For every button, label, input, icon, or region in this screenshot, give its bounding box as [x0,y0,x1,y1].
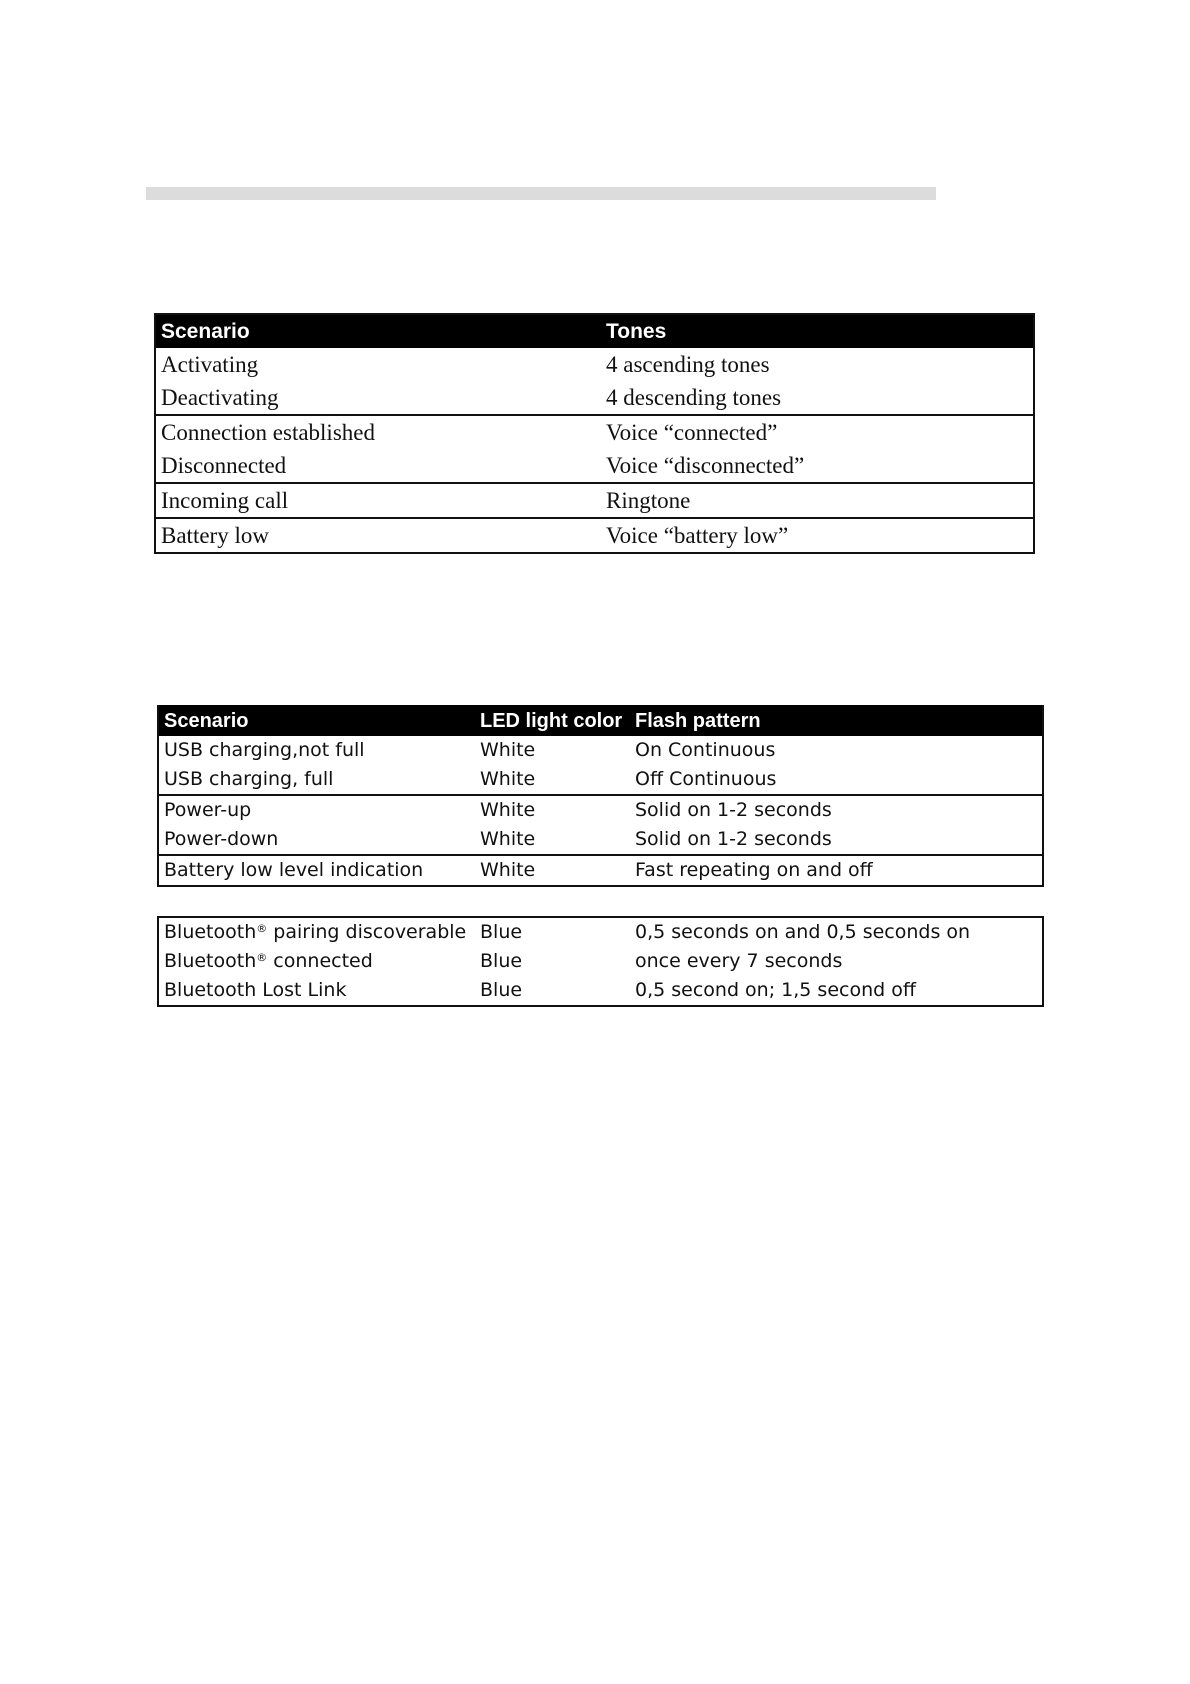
led-pattern-cell: once every 7 seconds [630,947,1043,976]
led-pattern-cell: Solid on 1-2 seconds [630,825,1043,855]
led-color-cell: Blue [475,976,630,1006]
tones-tone-cell: 4 ascending tones [606,352,770,377]
led-scenario-cell: USB charging, full [158,765,475,795]
led-scenario-cell: Battery low level indication [158,855,475,886]
led-pattern-cell: Fast repeating on and off [630,855,1043,886]
table-row [158,765,1043,795]
led-scenario-cell: Power-up [158,795,475,825]
led-color-cell: White [475,825,630,855]
table-row [158,947,1043,976]
spacer-cell [158,886,1043,917]
bluetooth-label: Bluetooth [164,921,257,943]
led-header-row [158,705,1043,736]
led-pattern-cell: Solid on 1-2 seconds [630,795,1043,825]
led-scenario-cell: Power-down [158,825,475,855]
tones-scenario-cell: Deactivating [155,381,601,415]
table-row [158,976,1043,1006]
tones-header-scenario: Scenario [155,314,601,348]
led-pattern-cell: 0,5 seconds on and 0,5 seconds on [630,917,1043,947]
table-row [155,483,1034,518]
table-row [155,449,1034,483]
registered-mark: ® [256,922,268,935]
tones-tone-cell: Voice “disconnected” [601,449,1034,483]
led-scenario-cell: USB charging,not full [158,736,475,765]
led-header-color: LED light color [475,705,630,736]
table-row [155,518,1034,553]
led-color-cell: Blue [480,950,523,972]
table-row [155,381,1034,415]
led-pattern-cell: On Continuous [630,736,1043,765]
tones-scenario-cell: Disconnected [155,449,601,483]
led-group-spacer [158,886,1043,917]
table-row [158,917,1043,947]
led-color-cell: Blue [475,917,630,947]
led-header-pattern: Flash pattern [630,705,1043,736]
tones-scenario-cell: Incoming call [155,483,601,518]
led-color-cell: White [475,855,630,886]
tones-tone-cell: Voice “connected” [606,420,778,445]
bluetooth-label: Bluetooth Lost Link [164,979,347,1001]
led-scenario-cell [158,976,475,1006]
led-pattern-cell: Off Continuous [630,765,1043,795]
header-divider-bar [146,187,936,200]
tones-tone-cell: 4 descending tones [601,381,1034,415]
led-pattern-cell: 0,5 second on; 1,5 second off [630,976,1043,1006]
tones-table [154,313,1035,554]
led-color-cell: White [480,799,536,821]
table-row [158,855,1043,886]
scenario-suffix: connected [267,950,373,972]
led-table [157,705,1044,1007]
tones-scenario-cell: Connection established [161,420,375,445]
led-scenario-cell [158,947,475,976]
tones-tone-cell: Ringtone [601,483,1034,518]
tones-header-tones: Tones [601,314,1034,348]
scenario-suffix: pairing discoverable [267,921,467,943]
registered-mark: ® [256,951,268,964]
spacer-row [158,886,1043,917]
tones-tone-cell: Voice “battery low” [601,518,1034,553]
tones-scenario-cell: Battery low [155,518,601,553]
table-row [158,736,1043,765]
table-row [158,825,1043,855]
table-row [158,795,1043,825]
table-row [155,415,1034,449]
led-group-bluetooth [158,917,1043,1006]
led-color-cell: White [475,765,630,795]
table-row [155,348,1034,381]
led-group-usb [158,736,1043,795]
led-color-cell: White [480,739,536,761]
tones-header-row [155,314,1034,348]
bluetooth-label: Bluetooth [164,950,257,972]
tones-scenario-cell: Activating [161,352,259,377]
led-group-power [158,795,1043,855]
led-scenario-cell [158,917,475,947]
led-group-battery [158,855,1043,886]
led-header-scenario: Scenario [158,705,475,736]
